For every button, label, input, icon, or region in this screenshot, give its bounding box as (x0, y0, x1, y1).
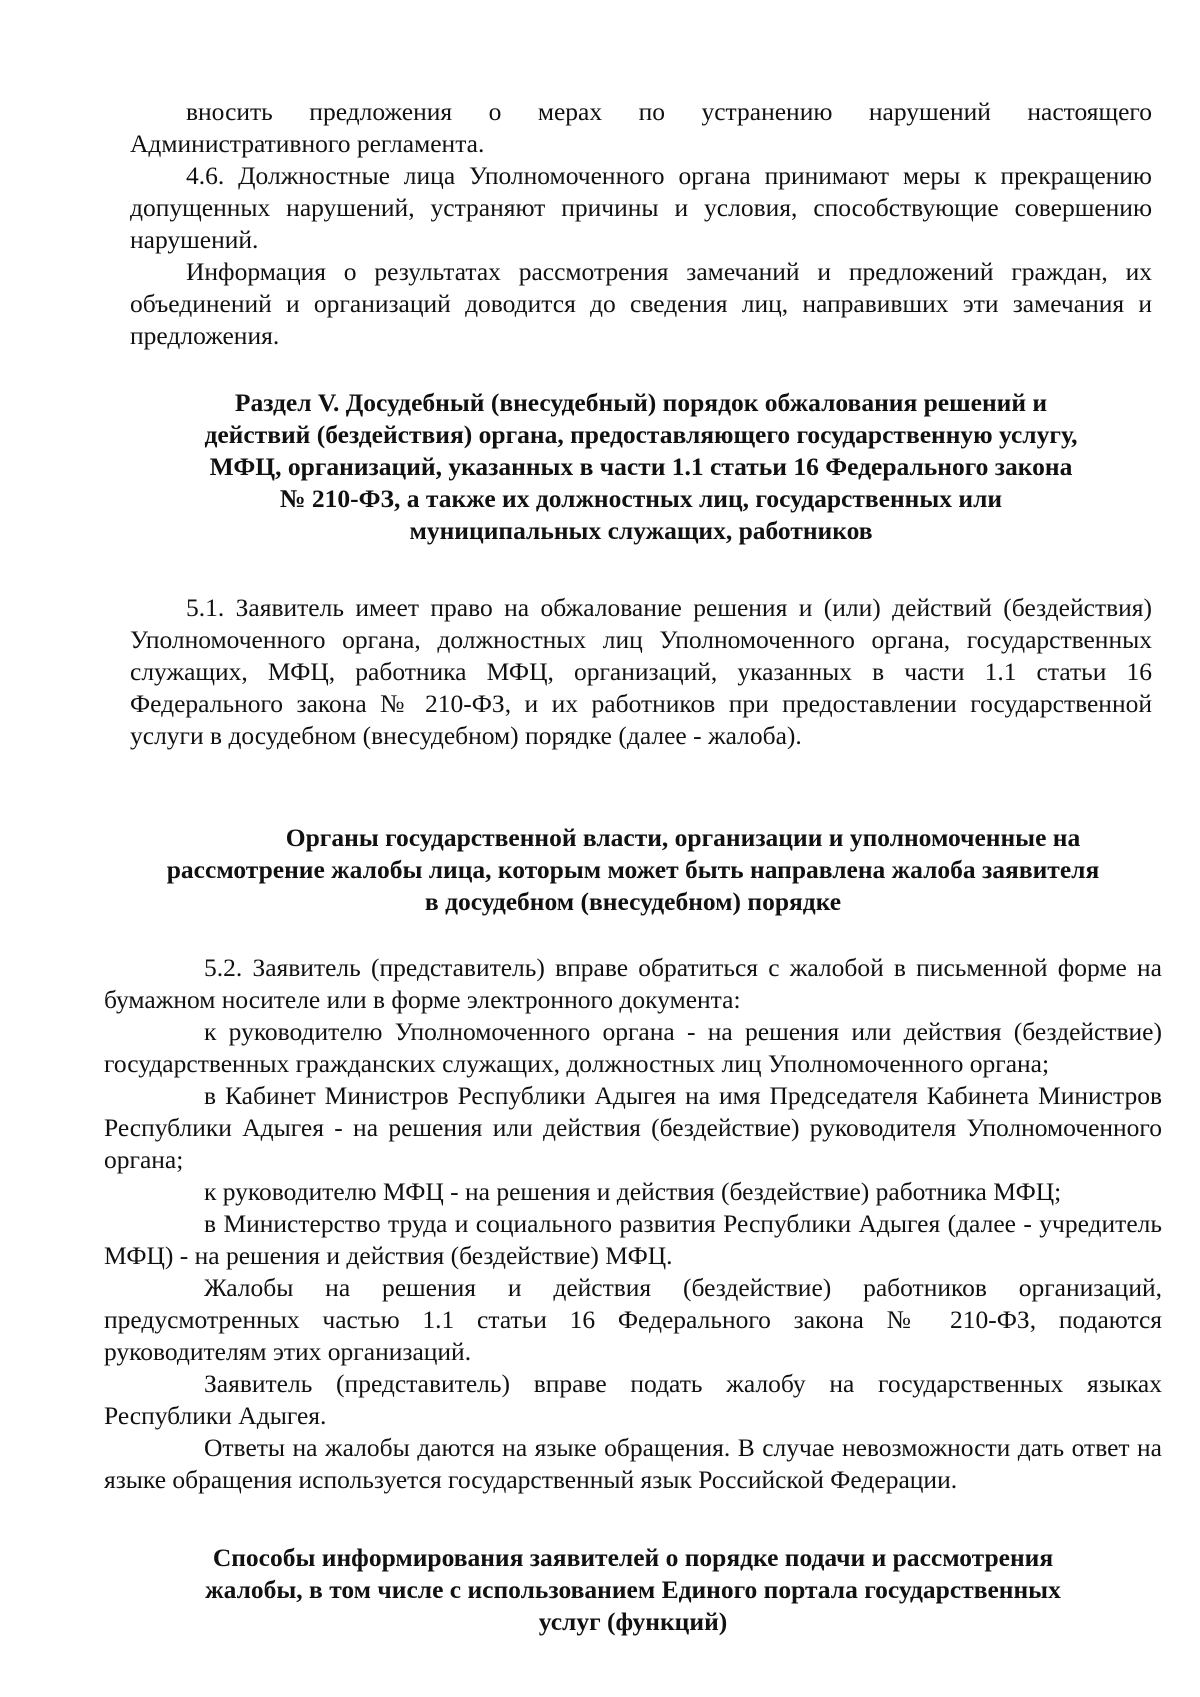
ways-heading-line-3: услуг (функций) (538, 1607, 728, 1636)
ways-heading (104, 1542, 1162, 1638)
section-5-heading-line-4: № 210-ФЗ, а также их должностных лиц, государственных или (279, 484, 1003, 513)
ways-heading-line-1: Способы информирования заявителей о порядке подачи и рассмотрения (212, 1543, 1054, 1572)
organs-heading (104, 822, 1162, 918)
clause-5-2-paragraph: 5.2. Заявитель (представитель) вправе обратиться с жалобой в письменной форме на бумажном носителе или в форме электронного документа: (104, 953, 1162, 1014)
intro-paragraph-1: вносить предложения о мерах по устранению нарушений настоящего Административного регламента. (130, 97, 1152, 158)
section-5-heading-line-2: действий (бездействия) органа, предоставляющего государственную услугу, (204, 420, 1078, 449)
clause-5-1-block (130, 592, 1152, 752)
intro-block (130, 96, 1152, 352)
organs-item-head-of-mfc: к руководителю МФЦ - на решения и действия (бездействие) работника МФЦ; (204, 1177, 1062, 1206)
intro-paragraph-2: 4.6. Должностные лица Уполномоченного органа принимают меры к прекращению допущенных нарушений, устраняют причины и условия, способствующие совершению нарушений. (130, 161, 1152, 254)
organs-item-head-of-authority: к руководителю Уполномоченного органа - на решения или действия (бездействие) государственных гражданских служащих, должностных лиц Уполномоченного органа; (104, 1017, 1162, 1078)
section-5-heading-line-5: муниципальных служащих, работников (409, 516, 873, 545)
ways-heading-line-2: жалобы, в том числе с использованием Единого портала государственных (205, 1575, 1061, 1604)
section-5-heading (130, 387, 1152, 547)
organs-item-ministry-of-labor: в Министерство труда и социального развития Республики Адыгея (далее - учредитель МФЦ) - на решения и действия (бездействие) МФЦ. (104, 1209, 1162, 1270)
clause-5-1-paragraph: 5.1. Заявитель имеет право на обжалование решения и (или) действий (бездействия) Уполномоченного органа, должностных лиц Уполномоченного органа, государственных служащих, МФЦ, работника МФЦ, организаций, указанных в части 1.1 статьи 16 Федерального закона № 210-ФЗ, и их работников при предоставлении государственной услуги в досудебном (внесудебном) порядке (далее - жалоба). (130, 593, 1152, 750)
organs-paragraph-organizations: Жалобы на решения и действия (бездействие) работников организаций, предусмотренных частью 1.1 статьи 16 Федерального закона № 210-ФЗ, подаются руководителям этих организаций. (104, 1273, 1162, 1366)
section-5-heading-line-3: МФЦ, организаций, указанных в части 1.1 статьи 16 Федерального закона (209, 452, 1073, 481)
organs-heading-line-1: Органы государственной власти, организации и уполномоченные на (285, 823, 1081, 852)
organs-heading-line-3: в досудебном (внесудебном) порядке (424, 887, 842, 916)
organs-body (104, 952, 1162, 1496)
organs-heading-line-2: рассмотрение жалобы лица, которым может быть направлена жалоба заявителя (166, 855, 1100, 884)
section-5-heading-line-1: Раздел V. Досудебный (внесудебный) порядок обжалования решений и (234, 388, 1048, 417)
organs-paragraph-languages: Заявитель (представитель) вправе подать жалобу на государственных языках Республики Адыгея. (104, 1369, 1162, 1430)
organs-paragraph-answers: Ответы на жалобы даются на языке обращения. В случае невозможности дать ответ на языке обращения используется государственный язык Российской Федерации. (104, 1433, 1162, 1494)
organs-item-cabinet-of-ministers: в Кабинет Министров Республики Адыгея на имя Председателя Кабинета Министров Республики Адыгея - на решения или действия (бездействие) руководителя Уполномоченного органа; (104, 1081, 1162, 1174)
intro-paragraph-3: Информация о результатах рассмотрения замечаний и предложений граждан, их объединений и организаций доводится до сведения лиц, направивших эти замечания и предложения. (130, 257, 1152, 350)
